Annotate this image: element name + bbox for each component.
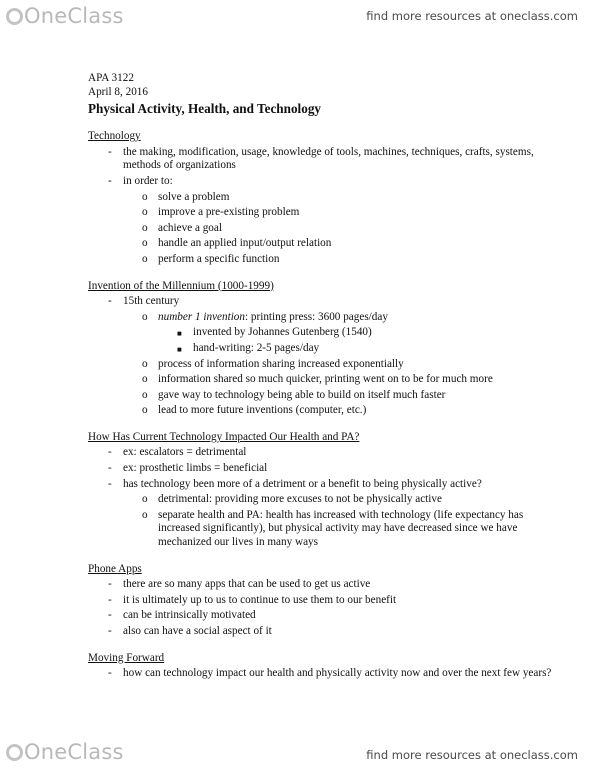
find-more-link[interactable]: find more resources at oneclass.com [366,748,578,762]
section-heading: Moving Forward [88,651,165,664]
list-item-text: lead to more future inventions (computer, etc.) [158,404,367,417]
list-item [88,222,568,236]
dash-bullet-icon: - [108,446,112,459]
section-heading: How Has Current Technology Impacted Our Health and PA? [88,430,360,443]
header-bar [0,0,595,34]
list-item [88,404,568,418]
section-phone-apps [88,563,568,639]
list-item-text: information shared so much quicker, printing went on to be for much more [158,373,493,386]
circle-bullet-icon: o [142,373,148,386]
list-item-text: the making, modification, usage, knowledge of tools, machines, techniques, crafts, systems, methods of organizations [123,145,534,172]
section-heading: Phone Apps [88,562,142,575]
list-item-text: process of information sharing increased exponentially [158,357,404,370]
list-item-text: how can technology impact our health and physically activity now and over the next few years? [123,667,552,680]
dash-bullet-icon: - [108,295,112,308]
dash-bullet-icon: - [108,609,112,622]
list-item-text: : printing press: 3600 pages/day [245,310,388,323]
circle-bullet-icon: o [142,190,148,203]
list-item [88,509,568,550]
list-item [88,358,568,372]
dash-bullet-icon: - [108,462,112,475]
section-heading: Technology [88,130,141,143]
dash-bullet-icon: - [108,477,112,490]
list-item [88,253,568,267]
dash-bullet-icon: - [108,578,112,591]
list-item [88,478,568,492]
list-item [88,493,568,507]
list-item [88,625,568,639]
list-item-text: hand-writing: 2-5 pages/day [193,341,320,354]
logo-text: OneClass [24,4,124,28]
circle-bullet-icon: o [142,508,148,521]
oneclass-logo[interactable] [6,4,124,28]
document-date: April 8, 2016 [88,85,148,98]
list-item-text: solve a problem [158,190,230,203]
list-item-text: has technology been more of a detriment or a benefit to being physically active? [123,477,482,490]
list-item [88,326,568,340]
list-item [88,191,568,205]
list-item [88,667,568,681]
dash-bullet-icon: - [108,667,112,680]
oneclass-logo-footer[interactable] [6,740,124,764]
list-item-text: improve a pre-existing problem [158,206,300,219]
list-item [88,175,568,189]
list-item [88,389,568,403]
list-item [88,146,568,173]
circle-bullet-icon: o [142,252,148,265]
list-item-text: ex: escalators = detrimental [123,446,247,459]
list-item-text: also can have a social aspect of it [123,625,272,637]
list-item-text: handle an applied input/output relation [158,237,332,250]
list-item-text: ex: prosthetic limbs = beneficial [123,462,268,475]
list-item [88,609,568,623]
list-item-text: there are so many apps that can be used to get us active [123,578,371,591]
dash-bullet-icon: - [108,593,112,606]
list-item [88,594,568,608]
list-item-text: separate health and PA: health has increased with technology (life expectancy has increased significantly), but physical activity may have decreased since we have mechanized our lives in many ways [158,508,524,549]
dash-bullet-icon: - [108,145,112,158]
square-bullet-icon: ■ [177,344,182,354]
list-item-text: invented by Johannes Gutenberg (1540) [193,326,372,339]
circle-bullet-icon: o [142,357,148,370]
list-item-text: 15th century [123,295,180,308]
square-bullet-icon: ■ [177,329,182,339]
list-item-text: perform a specific function [158,252,280,265]
circle-bullet-icon: o [142,493,148,506]
list-item [88,342,568,356]
circle-bullet-icon: o [142,237,148,250]
footer-bar [0,734,595,770]
circle-bullet-icon: o [142,206,148,219]
dash-bullet-icon: - [108,174,112,187]
find-more-link[interactable]: find more resources at oneclass.com [366,9,578,23]
list-item [88,373,568,387]
list-item-text: detrimental: providing more excuses to not be physically active [158,493,442,506]
section-impact [88,431,568,550]
list-item [88,578,568,592]
section-moving-forward [88,652,568,681]
logo-ring-icon [6,8,23,25]
list-item-text: in order to: [123,174,173,187]
circle-bullet-icon: o [142,221,148,234]
circle-bullet-icon: o [142,310,148,323]
list-item [88,206,568,220]
document-title: Physical Activity, Health, and Technology [88,101,322,117]
list-item-text: it is ultimately up to us to continue to use them to our benefit [123,593,397,606]
section-heading: Invention of the Millennium (1000-1999) [88,279,274,292]
emphasis-text: number 1 invention [158,310,245,323]
course-code: APA 3122 [88,72,134,84]
list-item-text: can be intrinsically motivated [123,609,256,622]
section-invention [88,280,568,418]
dash-bullet-icon: - [108,625,112,637]
list-item [88,311,568,325]
list-item-text: gave way to technology being able to build on itself much faster [158,388,446,401]
document-body [88,72,568,683]
circle-bullet-icon: o [142,388,148,401]
list-item [88,237,568,251]
circle-bullet-icon: o [142,404,148,417]
section-technology [88,130,568,266]
list-item [88,446,568,460]
list-item-text: achieve a goal [158,221,222,234]
list-item [88,462,568,476]
logo-text: OneClass [24,740,124,764]
logo-ring-icon [6,744,23,761]
list-item [88,295,568,309]
